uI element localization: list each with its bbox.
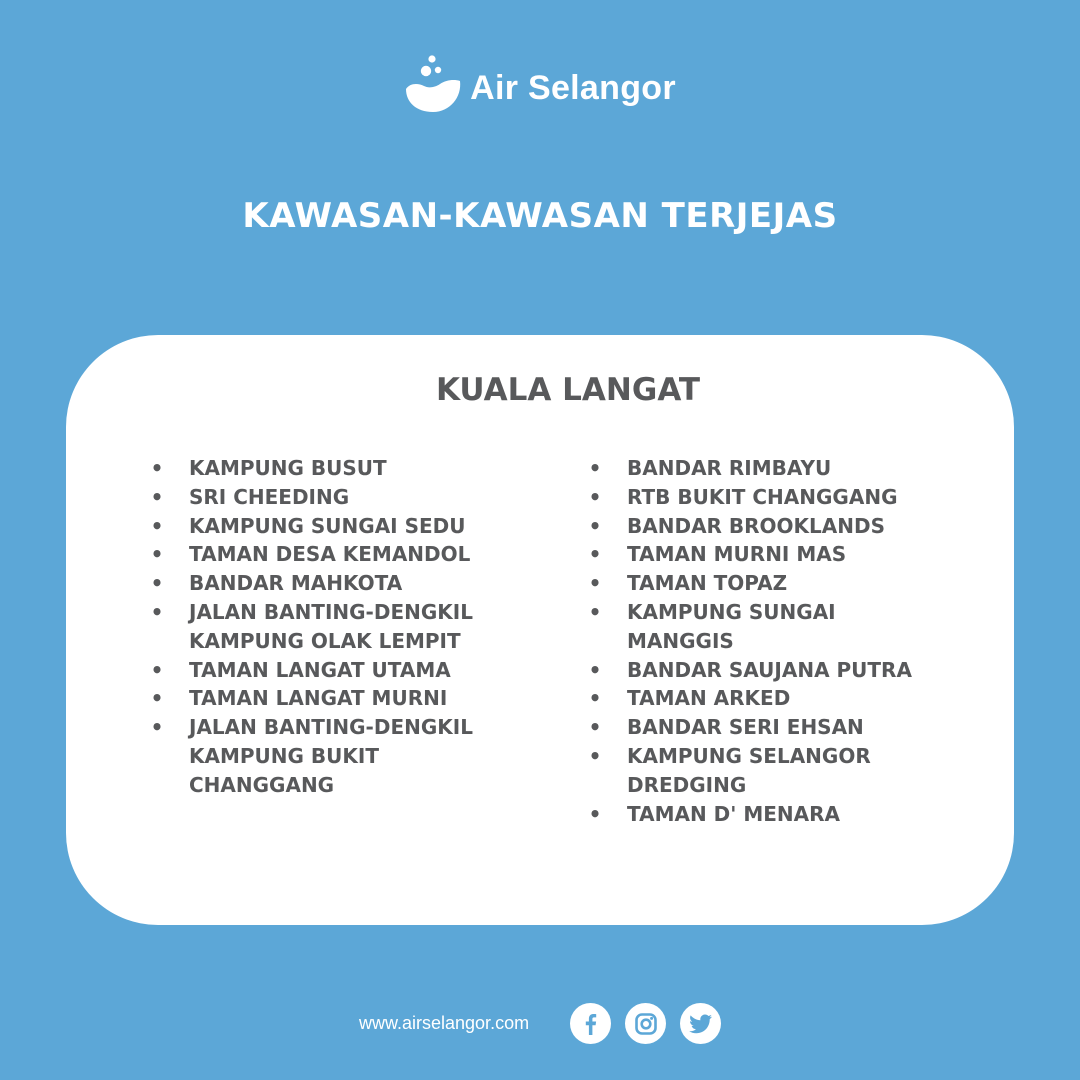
bullet-icon: • bbox=[150, 686, 164, 711]
bullet-icon: • bbox=[150, 715, 164, 740]
instagram-button[interactable] bbox=[625, 1003, 666, 1044]
website-link[interactable]: www.airselangor.com bbox=[359, 1013, 530, 1033]
area-name: BANDAR BROOKLANDS bbox=[627, 513, 886, 538]
bullet-icon: • bbox=[588, 801, 602, 826]
bullet-icon: • bbox=[588, 657, 602, 682]
facebook-button[interactable] bbox=[570, 1003, 611, 1044]
area-name: TAMAN TOPAZ bbox=[627, 571, 788, 596]
bullet-icon: • bbox=[588, 686, 602, 711]
affected-areas-list-left bbox=[150, 454, 480, 800]
area-name: TAMAN MURNI MAS bbox=[627, 542, 847, 567]
area-name: TAMAN DESA KEMANDOL bbox=[189, 542, 471, 567]
list-item bbox=[588, 656, 948, 685]
bullet-icon: • bbox=[588, 743, 602, 768]
twitter-icon bbox=[689, 1013, 713, 1035]
affected-areas-list-right bbox=[588, 454, 948, 828]
area-name: KAMPUNG SUNGAI MANGGIS bbox=[627, 599, 836, 653]
area-name: TAMAN LANGAT MURNI bbox=[189, 686, 448, 711]
list-item bbox=[588, 512, 948, 541]
list-item bbox=[150, 569, 480, 598]
bullet-icon: • bbox=[588, 456, 602, 480]
area-name: JALAN BANTING-DENGKIL KAMPUNG BUKIT CHANGGANG bbox=[189, 715, 473, 797]
bullet-icon: • bbox=[588, 599, 602, 624]
district-title: KUALA LANGAT bbox=[435, 372, 701, 408]
bullet-icon: • bbox=[150, 513, 164, 538]
bullet-icon: • bbox=[150, 571, 164, 596]
brand-name: Air Selangor bbox=[470, 68, 676, 107]
area-name: TAMAN D' MENARA bbox=[627, 801, 840, 826]
bullet-icon: • bbox=[150, 542, 164, 567]
brand-logo bbox=[0, 52, 1080, 116]
area-name: TAMAN LANGAT UTAMA bbox=[189, 657, 451, 682]
list-item bbox=[588, 483, 948, 512]
list-item bbox=[588, 454, 948, 483]
area-name: KAMPUNG BUSUT bbox=[189, 456, 387, 480]
area-name: RTB BUKIT CHANGGANG bbox=[627, 484, 898, 509]
list-item bbox=[150, 454, 480, 483]
facebook-icon bbox=[580, 1012, 602, 1036]
area-name: TAMAN ARKED bbox=[627, 686, 791, 711]
page-headline: KAWASAN-KAWASAN TERJEJAS bbox=[242, 196, 838, 236]
list-item bbox=[588, 684, 948, 713]
area-name: BANDAR MAHKOTA bbox=[189, 571, 403, 596]
area-name: KAMPUNG SELANGOR DREDGING bbox=[627, 743, 871, 797]
bullet-icon: • bbox=[150, 456, 164, 480]
footer bbox=[0, 1002, 1080, 1046]
list-item bbox=[150, 598, 480, 656]
twitter-button[interactable] bbox=[680, 1003, 721, 1044]
bullet-icon: • bbox=[588, 542, 602, 567]
list-item bbox=[588, 742, 948, 800]
area-name: BANDAR SERI EHSAN bbox=[627, 715, 864, 740]
list-item bbox=[150, 512, 480, 541]
list-item bbox=[150, 483, 480, 512]
bullet-icon: • bbox=[588, 571, 602, 596]
area-name: JALAN BANTING-DENGKIL KAMPUNG OLAK LEMPIT bbox=[189, 599, 473, 653]
area-name: BANDAR SAUJANA PUTRA bbox=[627, 657, 912, 682]
area-name: BANDAR RIMBAYU bbox=[627, 456, 832, 480]
list-item bbox=[588, 800, 948, 829]
bullet-icon: • bbox=[150, 484, 164, 509]
list-item bbox=[150, 684, 480, 713]
list-item bbox=[588, 598, 948, 656]
bullet-icon: • bbox=[150, 657, 164, 682]
list-item bbox=[588, 713, 948, 742]
bullet-icon: • bbox=[588, 484, 602, 509]
list-item bbox=[588, 569, 948, 598]
list-item bbox=[150, 713, 480, 799]
water-drop-bubbles-icon bbox=[404, 53, 464, 115]
bullet-icon: • bbox=[150, 599, 164, 624]
area-name: SRI CHEEDING bbox=[189, 484, 350, 509]
list-item bbox=[588, 540, 948, 569]
bullet-icon: • bbox=[588, 513, 602, 538]
list-item bbox=[150, 656, 480, 685]
area-name: KAMPUNG SUNGAI SEDU bbox=[189, 513, 466, 538]
list-item bbox=[150, 540, 480, 569]
instagram-icon bbox=[634, 1012, 658, 1036]
bullet-icon: • bbox=[588, 715, 602, 740]
